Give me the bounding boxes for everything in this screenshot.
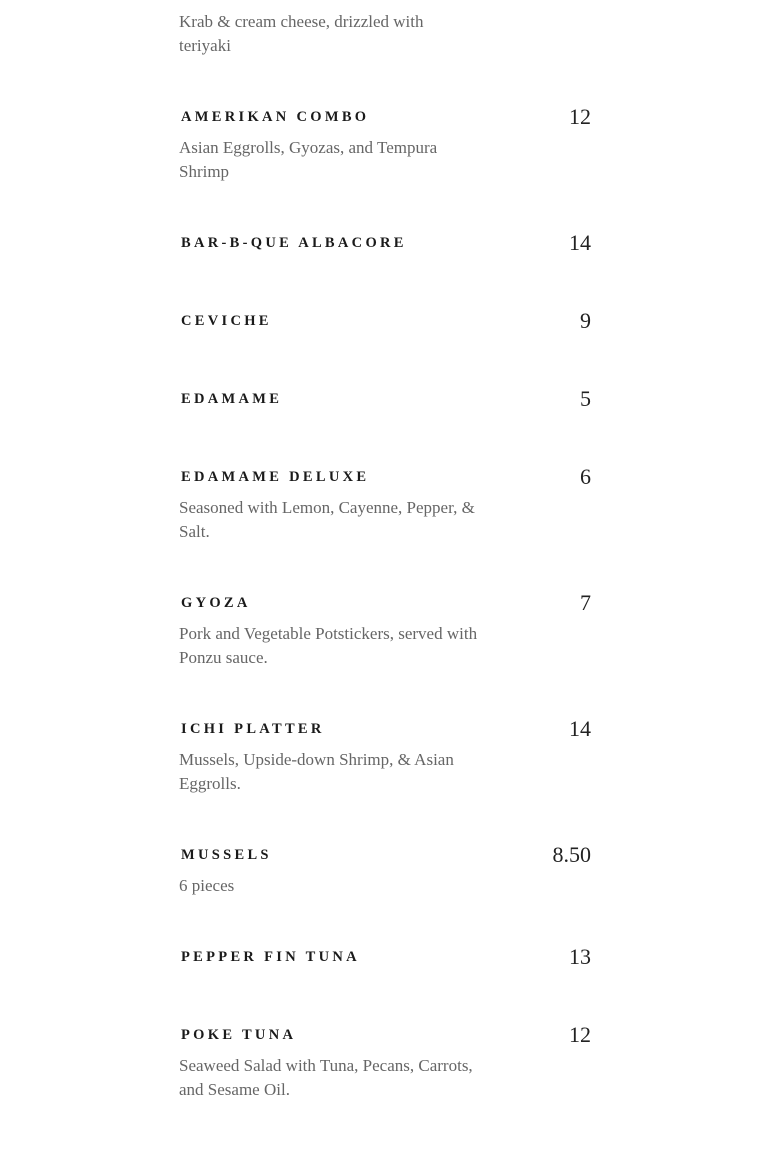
item-description: Seaweed Salad with Tuna, Pecans, Carrots, and Sesame Oil. bbox=[179, 1056, 473, 1099]
menu-list bbox=[179, 10, 591, 1146]
item-name: MUSSELS bbox=[181, 846, 272, 863]
menu-item bbox=[179, 942, 591, 1020]
item-name: GYOZA bbox=[181, 594, 251, 611]
item-price: 7 bbox=[580, 590, 591, 615]
menu-item-header bbox=[179, 462, 591, 492]
item-name: BAR-B-QUE ALBACORE bbox=[181, 234, 407, 251]
item-price: 14 bbox=[569, 230, 591, 255]
menu-item-header bbox=[179, 588, 591, 618]
item-price: 13 bbox=[569, 944, 591, 969]
item-name: EDAMAME bbox=[181, 390, 283, 407]
item-name: POKE TUNA bbox=[181, 1026, 297, 1043]
menu-item bbox=[179, 306, 591, 384]
menu-item-header bbox=[179, 306, 591, 336]
menu-item bbox=[179, 102, 591, 228]
item-name: ICHI PLATTER bbox=[181, 720, 325, 737]
menu-item bbox=[179, 840, 591, 942]
item-price: 6 bbox=[580, 464, 591, 489]
item-description: Pork and Vegetable Potstickers, served with Ponzu sauce. bbox=[179, 624, 478, 667]
menu-item-header bbox=[179, 1020, 591, 1050]
item-description: 6 pieces bbox=[179, 876, 235, 895]
menu-item bbox=[179, 588, 591, 714]
item-price: 9 bbox=[580, 308, 591, 333]
item-description: Krab & cream cheese, drizzled with teriyaki bbox=[179, 12, 424, 55]
item-price: 12 bbox=[569, 104, 591, 129]
menu-item bbox=[179, 228, 591, 306]
menu-item bbox=[179, 462, 591, 588]
item-name: EDAMAME DELUXE bbox=[181, 468, 370, 485]
item-description: Seasoned with Lemon, Cayenne, Pepper, & Salt. bbox=[179, 498, 475, 541]
menu-item-header bbox=[179, 228, 591, 258]
menu-item bbox=[179, 714, 591, 840]
menu-item-header bbox=[179, 942, 591, 972]
menu-item-header bbox=[179, 102, 591, 132]
menu-item-header bbox=[179, 384, 591, 414]
item-price: 8.50 bbox=[552, 842, 591, 867]
item-price: 12 bbox=[569, 1022, 591, 1047]
item-name: CEVICHE bbox=[181, 312, 272, 329]
item-name: PEPPER FIN TUNA bbox=[181, 948, 360, 965]
menu-item-header bbox=[179, 714, 591, 744]
menu-item bbox=[179, 384, 591, 462]
menu-item bbox=[179, 1020, 591, 1146]
item-name: AMERIKAN COMBO bbox=[181, 108, 370, 125]
item-description: Mussels, Upside-down Shrimp, & Asian Eggrolls. bbox=[179, 750, 454, 793]
item-price: 5 bbox=[580, 386, 591, 411]
menu-item-header bbox=[179, 840, 591, 870]
item-price: 14 bbox=[569, 716, 591, 741]
item-description: Asian Eggrolls, Gyozas, and Tempura Shrimp bbox=[179, 138, 438, 181]
